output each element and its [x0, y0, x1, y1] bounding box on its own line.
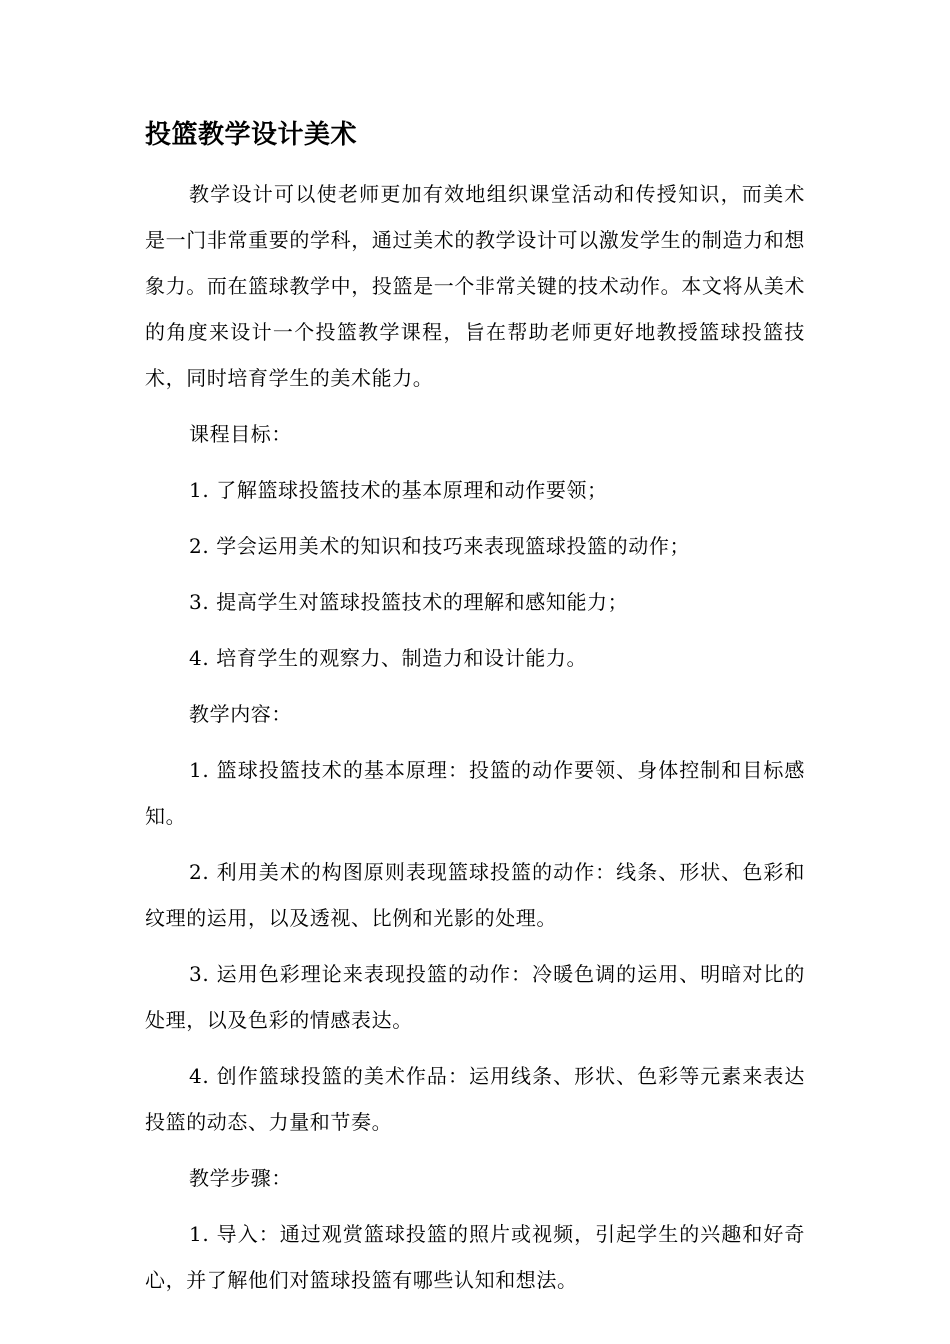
goal-item-4: 4. 培育学生的观察力、制造力和设计能力。 [189, 646, 588, 670]
content-item-2: 2. 利用美术的构图原则表现篮球投篮的动作：线条、形状、色彩和纹理的运用，以及透视、比例和光影的处理。 [145, 860, 805, 930]
content-heading: 教学内容： [189, 702, 292, 726]
steps-heading: 教学步骤： [189, 1166, 292, 1190]
goal-item-1: 1. 了解篮球投篮技术的基本原理和动作要领； [189, 478, 608, 502]
content-item-1: 1. 篮球投篮技术的基本原理：投篮的动作要领、身体控制和目标感知。 [145, 758, 805, 828]
goal-item-2: 2. 学会运用美术的知识和技巧来表现篮球投篮的动作； [189, 534, 691, 558]
goals-heading: 课程目标： [189, 422, 292, 446]
document-title: 投篮教学设计美术 [145, 120, 358, 150]
content-item-4: 4. 创作篮球投篮的美术作品：运用线条、形状、色彩等元素来表达投篮的动态、力量和节奏。 [145, 1064, 805, 1134]
content-item-3: 3. 运用色彩理论来表现投篮的动作：冷暖色调的运用、明暗对比的处理，以及色彩的情感表达。 [145, 962, 805, 1032]
step-item-1: 1. 导入：通过观赏篮球投篮的照片或视频，引起学生的兴趣和好奇心，并了解他们对篮球投篮有哪些认知和想法。 [145, 1222, 805, 1292]
document-body [145, 117, 805, 1313]
intro-paragraph: 教学设计可以使老师更加有效地组织课堂活动和传授知识，而美术是一门非常重要的学科，通过美术的教学设计可以激发学生的制造力和想象力。而在篮球教学中，投篮是一个非常关键的技术动作。本文将从美术的角度来设计一个投篮教学课程，旨在帮助老师更好地教授篮球投篮技术，同时培育学生的美术能力。 [145, 182, 805, 390]
goal-item-3: 3. 提高学生对篮球投篮技术的理解和感知能力； [189, 590, 629, 614]
